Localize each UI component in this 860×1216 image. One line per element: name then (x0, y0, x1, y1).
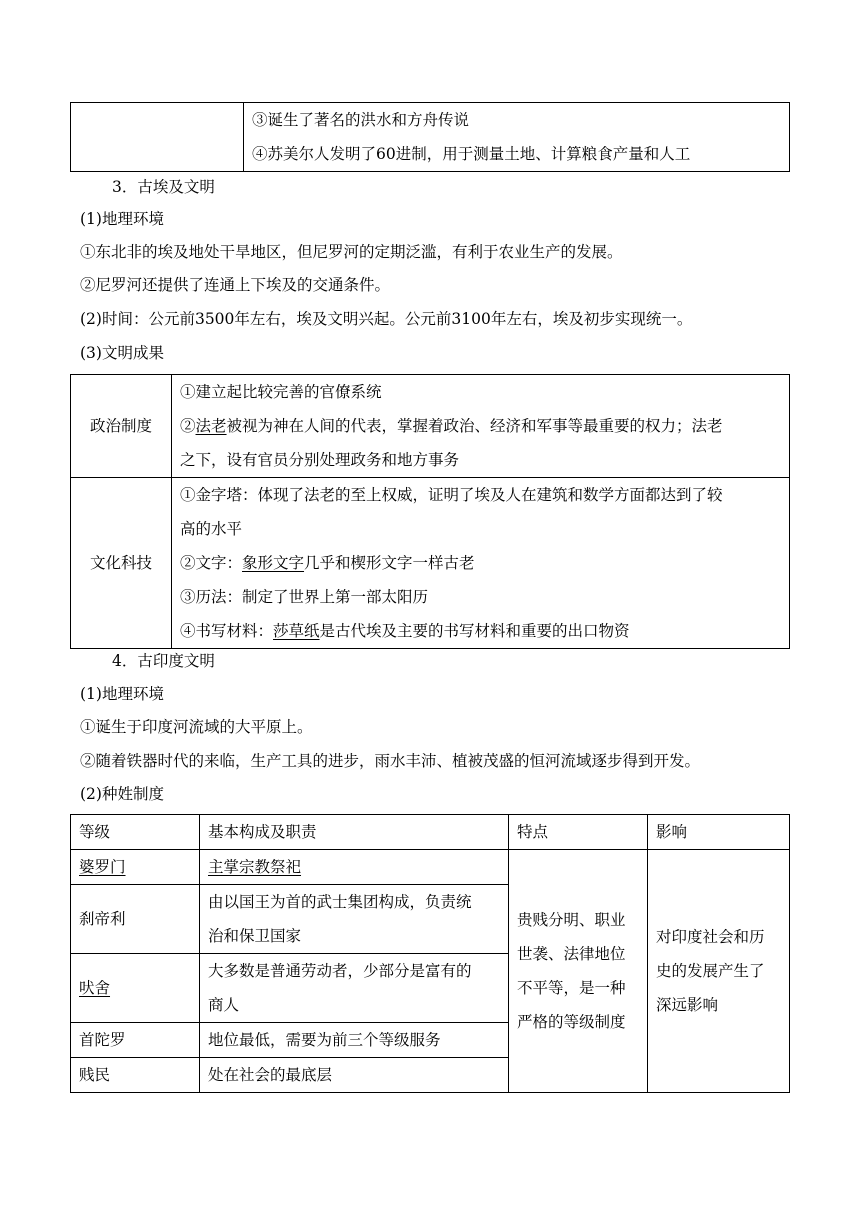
term-papyrus: 莎草纸 (273, 622, 320, 640)
politics-line-2 (180, 409, 781, 443)
culture-2-rest: 几乎和楔形文字一样古老 (304, 554, 475, 572)
section3-geo-2: ②尼罗河还提供了连通上下埃及的交通条件。 (80, 276, 391, 294)
top-table-content-cell (244, 103, 790, 172)
culture-line-1b: 高的水平 (180, 520, 243, 538)
feature-line-3: 不平等，是一种 (517, 979, 626, 997)
term-hieroglyph: 象形文字 (242, 554, 305, 572)
culture-2-prefix: ②文字： (180, 554, 243, 572)
header-feature: 特点 (509, 815, 648, 850)
section4-title: 4．古印度文明 (112, 652, 215, 670)
culture-line-3: ③历法：制定了世界上第一部太阳历 (180, 588, 429, 606)
impact-line-2: 史的发展产生了 (656, 962, 765, 980)
feature-line-2: 世袭、法律地位 (517, 945, 626, 963)
duty-line: 由以国王为首的武士集团构成，负责统 (208, 893, 472, 911)
culture-line-2 (180, 546, 781, 580)
header-duty: 基本构成及职责 (200, 815, 509, 850)
duty-cell (200, 850, 509, 885)
impact-line-3: 深远影响 (656, 996, 719, 1014)
rank-cell (71, 954, 200, 1023)
culture-content (172, 478, 790, 649)
rank-cell (71, 850, 200, 885)
section4-geo-2: ②随着铁器时代的来临，生产工具的进步，雨水丰沛、植被茂盛的恒河流域逐步得到开发。 (80, 752, 701, 770)
culture-line-4 (180, 614, 781, 648)
politics-2-prefix: ② (180, 417, 196, 435)
term-pharaoh: 法老 (195, 417, 227, 435)
feature-line-4: 严格的等级制度 (517, 1013, 626, 1031)
feature-cell (509, 850, 648, 1093)
duty-line: 治和保卫国家 (208, 927, 302, 945)
rank-brahmin: 婆罗门 (79, 858, 126, 876)
caste-table (70, 814, 790, 1093)
egypt-achievements-table (70, 374, 790, 649)
section3-title: 3．古埃及文明 (112, 178, 215, 196)
table-row (71, 850, 790, 885)
politics-line-1: ①建立起比较完善的官僚系统 (180, 383, 382, 401)
rank-cell: 刹帝利 (71, 885, 200, 954)
section4-geo-heading: (1)地理环境 (80, 685, 164, 703)
duty-cell: 地位最低，需要为前三个等级服务 (200, 1023, 509, 1058)
table-header-row (71, 815, 790, 850)
section4-caste-heading: (2)种姓制度 (80, 785, 164, 803)
duty-line: 商人 (208, 996, 240, 1014)
top-table-empty-cell (71, 103, 244, 172)
duty-cell: 处在社会的最底层 (200, 1058, 509, 1093)
culture-line-1: ①金字塔：体现了法老的至上权威，证明了埃及人在建筑和数学方面都达到了较 (180, 486, 723, 504)
section3-achievements-heading: (3)文明成果 (80, 344, 164, 362)
culture-label: 文化科技 (71, 478, 172, 649)
culture-4-rest: 是古代埃及主要的书写材料和重要的出口物资 (319, 622, 630, 640)
impact-cell (648, 850, 790, 1093)
header-rank: 等级 (71, 815, 200, 850)
rank-cell: 贱民 (71, 1058, 200, 1093)
table-row (71, 375, 790, 478)
section3-time: (2)时间：公元前3500年左右，埃及文明兴起。公元前3100年左右，埃及初步实现统一。 (80, 310, 693, 328)
politics-line-3: 之下，设有官员分别处理政务和地方事务 (180, 451, 460, 469)
duty-brahmin: 主掌宗教祭祀 (208, 858, 302, 876)
section3-geo-heading: (1)地理环境 (80, 210, 164, 228)
politics-2-rest: 被视为神在人间的代表，掌握着政治、经济和军事等最重要的权力；法老 (226, 417, 723, 435)
rank-vaishya: 吠舍 (79, 979, 111, 997)
top-table-line-3: ③诞生了著名的洪水和方舟传说 (252, 111, 470, 129)
rank-cell: 首陀罗 (71, 1023, 200, 1058)
section3-geo-1: ①东北非的埃及地处干旱地区，但尼罗河的定期泛滥，有利于农业生产的发展。 (80, 243, 623, 261)
header-impact: 影响 (648, 815, 790, 850)
duty-cell (200, 954, 509, 1023)
top-table-fragment (70, 102, 790, 172)
feature-line-1: 贵贱分明、职业 (517, 911, 626, 929)
table-row (71, 478, 790, 649)
top-table-line-4: ④苏美尔人发明了60进制，用于测量土地、计算粮食产量和人工 (252, 145, 691, 163)
impact-line-1: 对印度社会和历 (656, 928, 765, 946)
politics-label: 政治制度 (71, 375, 172, 478)
culture-4-prefix: ④书写材料： (180, 622, 274, 640)
section4-geo-1: ①诞生于印度河流域的大平原上。 (80, 718, 313, 736)
duty-line: 大多数是普通劳动者，少部分是富有的 (208, 962, 472, 980)
duty-cell (200, 885, 509, 954)
politics-content (172, 375, 790, 478)
